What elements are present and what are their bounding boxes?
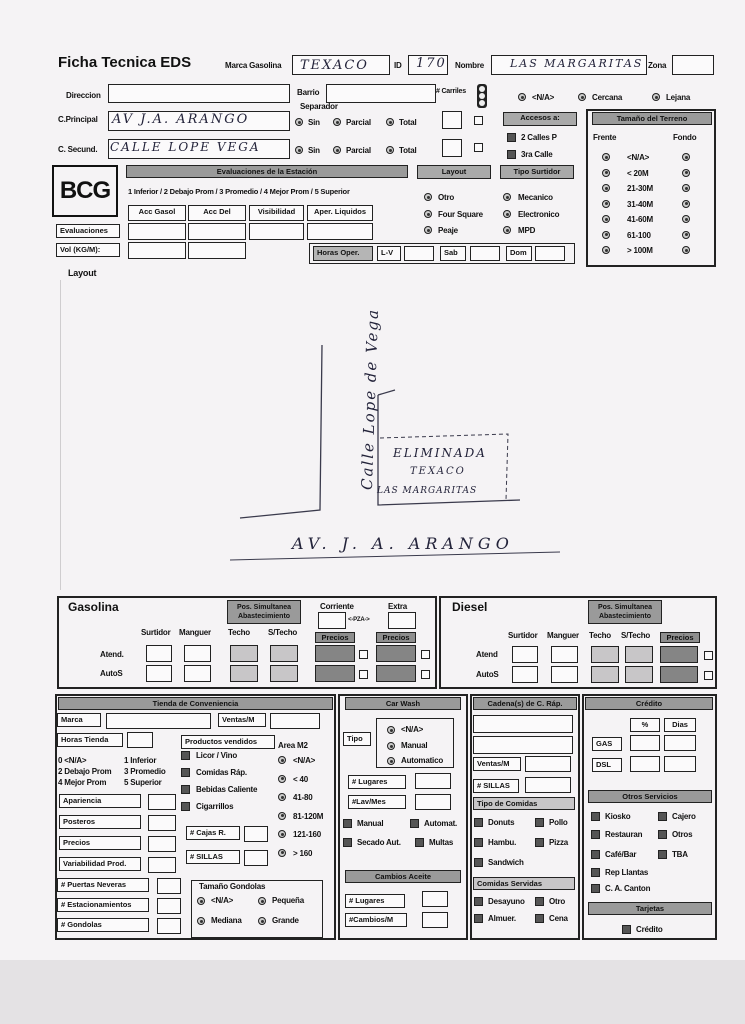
- servicio-restauran-label: Restauran: [605, 830, 643, 839]
- diesel-cell-0-1[interactable]: [551, 646, 578, 663]
- comida-pollo-check[interactable]: [535, 818, 544, 827]
- comida-pollo-label: Pollo: [549, 818, 568, 827]
- gasolina-cell-1-0[interactable]: [146, 665, 172, 682]
- eval-col-visibilidad: Visibilidad: [249, 205, 304, 221]
- gasolina-cell-0-4[interactable]: [315, 645, 355, 662]
- tienda-count-label-0: # Puertas Neveras: [57, 878, 149, 892]
- note-line-2: TEXACO: [410, 466, 466, 477]
- marca-value: TEXACO: [300, 58, 369, 73]
- servicio-cafebar-label: Café/Bar: [605, 850, 637, 859]
- sep-secund-total-label: Total: [399, 146, 417, 155]
- carwash-tipo-label: Tipo: [343, 732, 371, 746]
- tienda-sillas-field[interactable]: [244, 850, 268, 866]
- layout-otro-label: Otro: [438, 193, 455, 202]
- terreno-option-label-1: < 20M: [627, 168, 649, 178]
- servicio-kiosko-check[interactable]: [591, 812, 600, 821]
- marca-label: Marca Gasolina: [225, 61, 282, 70]
- terreno-option-label-4: 41-60M: [627, 215, 653, 224]
- servida-desayuno-label: Desayuno: [488, 897, 525, 906]
- carwash-tipo-manual-radio[interactable]: [387, 742, 395, 750]
- tienda-sillas-label: # SILLAS: [186, 850, 240, 864]
- street-vertical-label: Calle Lope de Vega: [357, 307, 383, 491]
- producto-check-0[interactable]: [181, 751, 190, 760]
- dom-label: Dom: [506, 246, 532, 261]
- id-value: 170: [416, 56, 447, 71]
- gondola-na-radio[interactable]: [197, 897, 205, 905]
- carwash-tipo-auto-label: Automatico: [401, 756, 444, 765]
- tienda-eval-field-0[interactable]: [148, 794, 176, 810]
- producto-check-1[interactable]: [181, 768, 190, 777]
- diesel-pos-sim: Pos. Simultanea Abastecimiento: [588, 600, 662, 624]
- diesel-row-autos: AutoS: [476, 670, 499, 679]
- note-line-3: LAS MARGARITAS: [377, 486, 478, 496]
- gasolina-pos-sim: Pos. Simultanea Abastecimiento: [227, 600, 301, 624]
- terreno-option-label-6: > 100M: [627, 246, 653, 255]
- credito-gas-pct-field[interactable]: [630, 735, 660, 751]
- accesos-3racalle-label: 3ra Calle: [521, 150, 553, 159]
- credito-header: Crédito: [585, 697, 713, 710]
- gondola-mediana-radio[interactable]: [197, 917, 205, 925]
- gasolina-col-techo: Techo: [228, 628, 250, 637]
- diesel-cell-1-4[interactable]: [660, 666, 698, 683]
- producto-label-1: Comidas Ráp.: [196, 768, 247, 777]
- gasolina-precio-check-a-0[interactable]: [359, 650, 368, 659]
- street-horizontal-label: AV. J. A. ARANGO: [292, 534, 514, 553]
- servicio-cacanton-label: C. A. Canton: [605, 884, 651, 893]
- cajas-label: # Cajas R.: [186, 826, 240, 840]
- scale-right-1: 3 Promedio: [124, 767, 166, 776]
- comida-donuts-check[interactable]: [474, 818, 483, 827]
- vol-label: Vol (KG/M):: [56, 243, 120, 257]
- servida-desayuno-check[interactable]: [474, 897, 483, 906]
- surtidor-electronico-label: Electronico: [518, 210, 560, 219]
- terreno-option-label-2: 21-30M: [627, 184, 653, 193]
- gondola-mediana-label: Mediana: [211, 916, 242, 925]
- servida-almuer-label: Almuer.: [488, 914, 516, 923]
- cambios-m-label: #Cambios/M: [345, 913, 407, 927]
- tienda-eval-field-2[interactable]: [148, 836, 176, 852]
- tienda-eval-field-3[interactable]: [148, 857, 176, 873]
- cadena-ventas-field[interactable]: [525, 756, 571, 772]
- diesel-precios: Precios: [660, 632, 700, 643]
- carwash-automat-label: Automat.: [424, 819, 458, 828]
- c-secund-value: CALLE LOPE VEGA: [110, 140, 261, 154]
- servicio-repllantas-label: Rep Llantas: [605, 868, 649, 877]
- tarjeta-credito-check[interactable]: [622, 925, 631, 934]
- carwash-lavmes-label: #Lav/Mes: [348, 795, 406, 809]
- credito-dias-label: Dias: [664, 718, 696, 732]
- diesel-cell-0-0[interactable]: [512, 646, 538, 663]
- scale-legend: 1 Inferior / 2 Debajo Prom / 3 Promedio / 4 Mejor Prom / 5 Superior: [128, 187, 350, 196]
- tienda-header: Tienda de Conveniencia: [58, 697, 333, 710]
- cadena-field-1[interactable]: [473, 715, 573, 733]
- gasolina-extra-field[interactable]: [388, 612, 416, 629]
- gasolina-extra-label: Extra: [388, 602, 408, 611]
- tienda-eval-label-1: Posteros: [59, 815, 141, 829]
- area-label-4: 121-160: [293, 830, 321, 839]
- area-radio-3[interactable]: [278, 812, 286, 820]
- servicio-tba-label: TBA: [672, 850, 688, 859]
- sep-principal-parcial-label: Parcial: [346, 118, 371, 127]
- carriles-label: # Carriles: [436, 88, 466, 95]
- surtidor-mpd-label: MPD: [518, 226, 536, 235]
- zona-label: Zona: [648, 61, 667, 70]
- diesel-row-atend: Atend: [476, 650, 498, 659]
- location-lejana-label: Lejana: [666, 93, 691, 102]
- tipo-surtidor-header: Tipo Surtidor: [500, 165, 574, 179]
- servicio-tba-check[interactable]: [658, 850, 667, 859]
- carwash-tipo-manual-label: Manual: [401, 741, 428, 750]
- producto-label-2: Bebidas Caliente: [196, 785, 258, 794]
- carwash-header: Car Wash: [345, 697, 461, 710]
- diesel-precio-check-0[interactable]: [704, 651, 713, 660]
- comida-sandwich-label: Sandwich: [488, 858, 524, 867]
- credito-gas-dias-field[interactable]: [664, 735, 696, 751]
- diesel-cell-1-1[interactable]: [551, 666, 578, 683]
- cambios-aceite-header: Cambios Aceite: [345, 870, 461, 883]
- tarjeta-credito-label: Crédito: [636, 925, 663, 934]
- horas-tienda-field[interactable]: [127, 732, 153, 748]
- accesos-header: Accesos a:: [503, 112, 577, 126]
- diesel-col-manguer: Manguer: [547, 631, 579, 640]
- carwash-lugares-field[interactable]: [415, 773, 451, 789]
- form-title: Ficha Tecnica EDS: [58, 54, 192, 71]
- gasolina-title: Gasolina: [68, 600, 119, 614]
- sep-principal-sin-label: Sin: [308, 118, 320, 127]
- accesos-2calles-label: 2 Calles P: [521, 133, 557, 142]
- gasolina-cell-0-3[interactable]: [270, 645, 298, 662]
- carwash-tipo-auto-radio[interactable]: [387, 757, 395, 765]
- gasolina-precios-2: Precios: [376, 632, 416, 643]
- surtidor-mecanico-label: Mecanico: [518, 193, 553, 202]
- servida-otro-label: Otro: [549, 897, 566, 906]
- servicio-otros-label: Otros: [672, 830, 693, 839]
- nombre-value: LAS MARGARITAS: [510, 57, 644, 70]
- lv-label: L-V: [377, 246, 401, 261]
- gasolina-col-stecho: S/Techo: [268, 628, 298, 637]
- c-principal-label: C.Principal: [58, 115, 98, 124]
- gondola-grande-radio[interactable]: [258, 917, 266, 925]
- comida-sandwich-check[interactable]: [474, 858, 483, 867]
- eval-col-acc-del: Acc Del: [188, 205, 246, 221]
- comida-donuts-label: Donuts: [488, 818, 515, 827]
- servicio-restauran-check[interactable]: [591, 830, 600, 839]
- servicio-cajero-check[interactable]: [658, 812, 667, 821]
- horas-tienda-label: Horas Tienda: [57, 733, 123, 747]
- producto-label-0: Licor / Vino: [196, 751, 238, 760]
- tienda-eval-label-0: Apariencia: [59, 794, 141, 808]
- separador-label: Separador: [300, 102, 338, 111]
- carwash-manual-label: Manual: [357, 819, 384, 828]
- terreno-option-label-0: <N/A>: [627, 153, 650, 162]
- direccion-label: Direccion: [66, 91, 101, 100]
- producto-check-3[interactable]: [181, 802, 190, 811]
- credito-dsl-dias-field[interactable]: [664, 756, 696, 772]
- cadena-field-2[interactable]: [473, 736, 573, 754]
- evaluaciones-header: Evaluaciones de la Estación: [126, 165, 408, 178]
- comida-hambu-check[interactable]: [474, 838, 483, 847]
- diesel-col-stecho: S/Techo: [621, 631, 651, 640]
- scale-right-2: 5 Superior: [124, 778, 162, 787]
- credito-dsl-label: DSL: [592, 758, 622, 772]
- frente-label: Frente: [593, 133, 617, 142]
- layout-foursquare-label: Four Square: [438, 210, 483, 219]
- tienda-ventas-label: Ventas/M: [218, 713, 266, 727]
- diesel-cell-0-2[interactable]: [591, 646, 619, 663]
- gasolina-cell-0-5[interactable]: [376, 645, 416, 662]
- servicio-repllantas-check[interactable]: [591, 868, 600, 877]
- servicio-otros-check[interactable]: [658, 830, 667, 839]
- eval-col-aper-liquidos: Aper. Liquidos: [307, 205, 373, 221]
- tipo-comidas-label: Tipo de Comidas: [473, 797, 575, 810]
- carwash-multas-check[interactable]: [415, 838, 424, 847]
- tienda-marca-field[interactable]: [106, 713, 211, 729]
- gasolina-precio-check-b-0[interactable]: [421, 650, 430, 659]
- cajas-field[interactable]: [244, 826, 268, 842]
- comida-hambu-label: Hambu.: [488, 838, 517, 847]
- tienda-eval-label-3: Variabilidad Prod.: [59, 857, 141, 871]
- sep-principal-total-label: Total: [399, 118, 417, 127]
- gondola-pequena-label: Pequeña: [272, 896, 304, 905]
- otros-servicios-header: Otros Servicios: [588, 790, 712, 803]
- area-m2-label: Area M2: [278, 741, 308, 750]
- servicio-cafebar-check[interactable]: [591, 850, 600, 859]
- gondola-grande-label: Grande: [272, 916, 299, 925]
- gasolina-pza-label: <-PZA->: [348, 617, 370, 623]
- sep-secund-sin-label: Sin: [308, 146, 320, 155]
- gasolina-col-surtidor: Surtidor: [141, 628, 171, 637]
- location-cercana-label: Cercana: [592, 93, 623, 102]
- servicio-cajero-label: Cajero: [672, 812, 696, 821]
- diesel-cell-0-4[interactable]: [660, 646, 698, 663]
- carwash-manual-check[interactable]: [343, 819, 352, 828]
- location-na-label: <N/A>: [532, 93, 555, 102]
- diesel-title: Diesel: [452, 600, 488, 614]
- cadena-header: Cadena(s) de C. Ráp.: [473, 697, 577, 710]
- carwash-lugares-label: # Lugares: [348, 775, 406, 789]
- c-principal-value: AV J.A. ARANGO: [112, 112, 250, 127]
- area-label-5: > 160: [293, 848, 313, 858]
- carwash-tipo-na-radio[interactable]: [387, 726, 395, 734]
- servicio-kiosko-label: Kiosko: [605, 812, 631, 821]
- area-label-3: 81-120M: [293, 811, 324, 821]
- gasolina-corriente-field[interactable]: [318, 612, 346, 629]
- terreno-option-label-3: 31-40M: [627, 199, 653, 209]
- scan-margin: [0, 960, 745, 1024]
- diesel-cell-0-3[interactable]: [625, 646, 653, 663]
- producto-label-3: Cigarrillos: [196, 802, 234, 811]
- area-label-1: < 40: [293, 774, 308, 784]
- carwash-secado-check[interactable]: [343, 838, 352, 847]
- gasolina-precios-1: Precios: [315, 632, 355, 643]
- gasolina-row-atend: Atend.: [100, 650, 124, 659]
- servida-cena-label: Cena: [549, 914, 568, 923]
- area-radio-2[interactable]: [278, 793, 286, 801]
- tienda-count-field-2[interactable]: [157, 918, 181, 934]
- fondo-label: Fondo: [673, 133, 697, 142]
- gasolina-cell-0-0[interactable]: [146, 645, 172, 662]
- tienda-marca-label: Marca: [57, 713, 101, 727]
- nombre-label: Nombre: [455, 61, 485, 70]
- tienda-count-field-0[interactable]: [157, 878, 181, 894]
- carwash-secado-label: Secado Aut.: [357, 838, 401, 847]
- credito-gas-label: GAS: [592, 737, 622, 751]
- tienda-count-field-1[interactable]: [157, 898, 181, 914]
- productos-label: Productos vendidos: [181, 735, 275, 749]
- gondola-na-label: <N/A>: [211, 896, 234, 905]
- servicio-cacanton-check[interactable]: [591, 884, 600, 893]
- credito-pct-label: %: [630, 718, 660, 732]
- gasolina-cell-1-1[interactable]: [184, 665, 211, 682]
- diesel-cell-1-2[interactable]: [591, 666, 619, 683]
- id-label: ID: [394, 61, 402, 70]
- carwash-tipo-na-label: <N/A>: [401, 725, 424, 734]
- cadena-sillas-label: # SILLAS: [473, 779, 519, 793]
- comidas-servidas-label: Comidas Servidas: [473, 877, 575, 890]
- gasolina-corriente-label: Corriente: [320, 602, 354, 611]
- c-secund-label: C. Secund.: [58, 145, 98, 154]
- gasolina-col-manguer: Manguer: [179, 628, 211, 637]
- scale-left-0: 0 <N/A>: [58, 756, 87, 765]
- barrio-label: Barrio: [297, 88, 320, 97]
- carwash-multas-label: Multas: [429, 838, 454, 847]
- gasolina-cell-0-1[interactable]: [184, 645, 211, 662]
- servida-almuer-check[interactable]: [474, 914, 483, 923]
- gasolina-cell-1-5[interactable]: [376, 665, 416, 682]
- area-label-0: <N/A>: [293, 756, 316, 765]
- area-radio-4[interactable]: [278, 830, 286, 838]
- horas-oper-label: Horas Oper.: [313, 246, 373, 261]
- tam-gondolas-label: Tamaño Gondolas: [199, 882, 266, 891]
- comida-pizza-check[interactable]: [535, 838, 544, 847]
- scale-left-1: 2 Debajo Prom: [58, 767, 112, 776]
- diesel-precio-check-1[interactable]: [704, 671, 713, 680]
- servida-otro-check[interactable]: [535, 897, 544, 906]
- diesel-cell-1-0[interactable]: [512, 666, 538, 683]
- tienda-ventas-field[interactable]: [270, 713, 320, 729]
- credito-dsl-pct-field[interactable]: [630, 756, 660, 772]
- cambios-lugares-field[interactable]: [422, 891, 448, 907]
- tienda-eval-label-2: Precios: [59, 836, 141, 850]
- cadena-ventas-label: Ventas/M: [473, 757, 521, 771]
- terreno-header: Tamaño del Terreno: [592, 112, 712, 125]
- gasolina-precio-check-a-1[interactable]: [359, 670, 368, 679]
- gondola-pequena-radio[interactable]: [258, 897, 266, 905]
- carwash-lavmes-field[interactable]: [415, 794, 451, 810]
- gasolina-cell-0-2[interactable]: [230, 645, 258, 662]
- area-radio-5[interactable]: [278, 849, 286, 857]
- sab-label: Sab: [440, 246, 466, 261]
- scale-left-2: 4 Mejor Prom: [58, 778, 107, 787]
- sep-secund-parcial-label: Parcial: [346, 146, 371, 155]
- diesel-col-techo: Techo: [589, 631, 611, 640]
- carwash-automat-check[interactable]: [410, 819, 419, 828]
- layout-button[interactable]: Layout: [417, 165, 491, 179]
- layout-label: Layout: [68, 268, 97, 278]
- tarjetas-header: Tarjetas: [588, 902, 712, 915]
- tienda-count-label-2: # Gondolas: [57, 918, 149, 932]
- servida-cena-check[interactable]: [535, 914, 544, 923]
- gasolina-cell-1-2[interactable]: [230, 665, 258, 682]
- cambios-m-field[interactable]: [422, 912, 448, 928]
- area-label-2: 41-80: [293, 793, 313, 802]
- note-line-1: ELIMINADA: [393, 446, 487, 460]
- scale-right-0: 1 Inferior: [124, 756, 157, 765]
- terreno-option-label-5: 61-100: [627, 230, 651, 240]
- tienda-count-label-1: # Estacionamientos: [57, 898, 149, 912]
- eval-col-acc-gasol: Acc Gasol: [128, 205, 186, 221]
- producto-check-2[interactable]: [181, 785, 190, 794]
- gasolina-cell-1-3[interactable]: [270, 665, 298, 682]
- area-radio-1[interactable]: [278, 775, 286, 783]
- gasolina-cell-1-4[interactable]: [315, 665, 355, 682]
- cadena-sillas-field[interactable]: [525, 777, 571, 793]
- diesel-col-surtidor: Surtidor: [508, 631, 538, 640]
- tienda-eval-field-1[interactable]: [148, 815, 176, 831]
- cambios-lugares-label: # Lugares: [345, 894, 405, 908]
- layout-peaje-label: Peaje: [438, 226, 458, 235]
- evaluaciones-label: Evaluaciones: [56, 224, 120, 238]
- gasolina-row-autos: AutoS: [100, 669, 123, 678]
- bcg-logo: BCG: [52, 165, 118, 217]
- area-radio-0[interactable]: [278, 756, 286, 764]
- gasolina-precio-check-b-1[interactable]: [421, 670, 430, 679]
- diesel-cell-1-3[interactable]: [625, 666, 653, 683]
- comida-pizza-label: Pizza: [549, 838, 569, 847]
